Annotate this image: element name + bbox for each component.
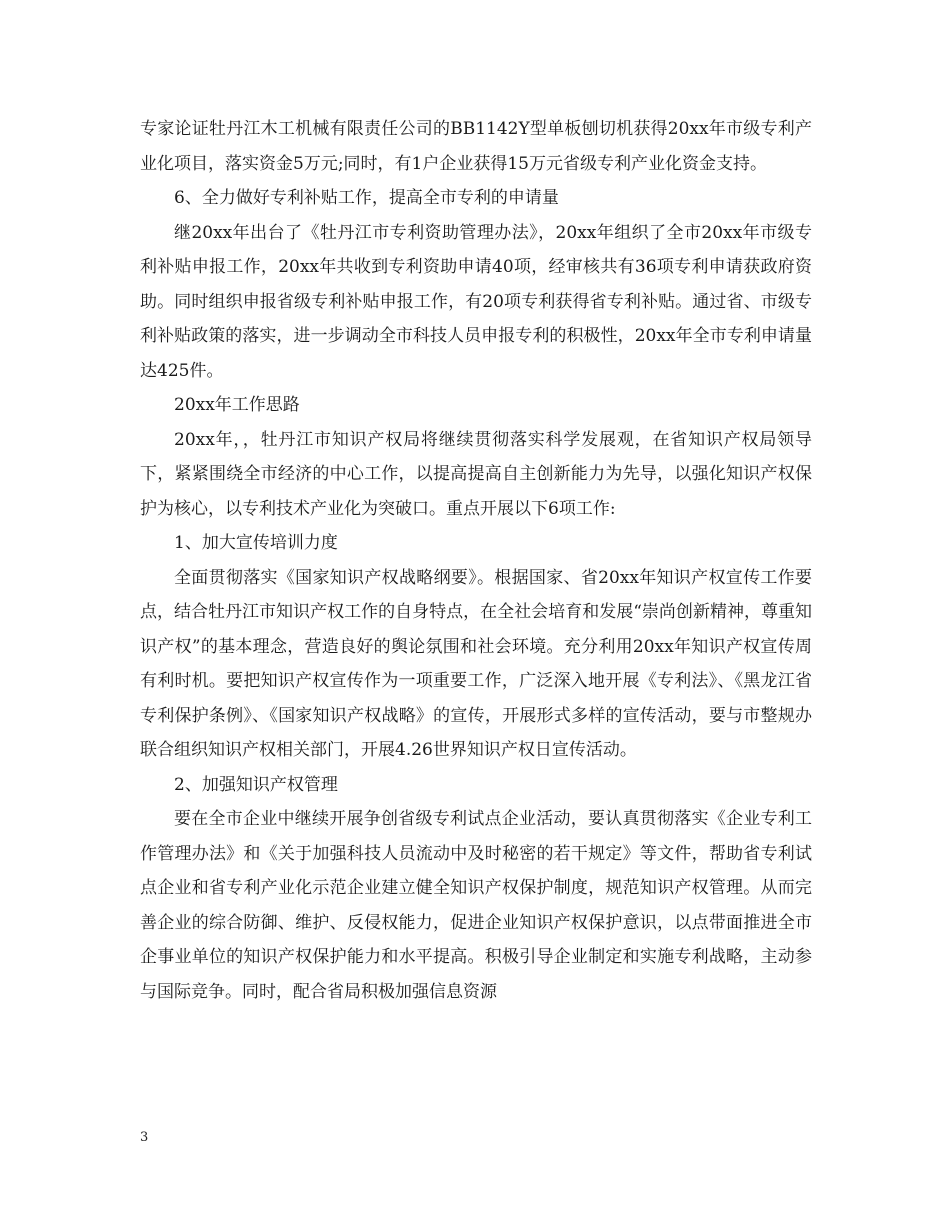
paragraph-continuation: 专家论证牡丹江木工机械有限责任公司的BB1142Y型单板刨切机获得20xx年市级专利产业化项目，落实资金5万元;同时，有1户企业获得15万元省级专利产业化资金支持。 [140,119,812,174]
paragraph: 全面贯彻落实《国家知识产权战略纲要》。根据国家、省20xx年知识产权宣传工作要点，结合牡丹江市知识产权工作的自身特点，在全社会培育和发展“崇尚创新精神，尊重知识产权”的基本理念，营造良好的舆论氛围和社会环境。充分利用20xx年知识产权宣传周有利时机。要把知识产权宣传作为一项重要工作，广泛深入地开展《专利法》、《黑龙江省专利保护条例》、《国家知识产权战略》的宣传，开展形式多样的宣传活动，要与市整规办联合组织知识产权相关部门，开展4.26世界知识产权日宣传活动。 [140,567,812,760]
paragraph: 要在全市企业中继续开展争创省级专利试点企业活动，要认真贯彻落实《企业专利工作管理办法》和《关于加强科技人员流动中及时秘密的若干规定》等文件，帮助省专利试点企业和省专利产业化示范企业建立健全知识产权保护制度，规范知识产权管理。从而完善企业的综合防御、维护、反侵权能力，促进企业知识产权保护意识，以点带面推进全市企事业单位的知识产权保护能力和水平提高。积极引导企业制定和实施专利战略，主动参与国际竞争。同时，配合省局积极加强信息资源 [140,809,812,1002]
page-number: 3 [140,1130,149,1145]
section-heading-2: 2、加强知识产权管理 [174,774,338,795]
document-body [140,112,812,1009]
paragraph: 继20xx年出台了《牡丹江市专利资助管理办法》，20xx年组织了全市20xx年市级专利补贴申报工作，20xx年共收到专利资助申请40项，经审核共有36项专利申请获政府资助。同时组织申报省级专利补贴申报工作，有20项专利获得省专利补贴。通过省、市级专利补贴政策的落实，进一步调动全市科技人员申报专利的积极性，20xx年全市专利申请量达425件。 [140,222,812,381]
paragraph: 20xx年，，牡丹江市知识产权局将继续贯彻落实科学发展观，在省知识产权局领导下，紧紧围绕全市经济的中心工作，以提高提高自主创新能力为先导，以强化知识产权保护为核心，以专利技术产业化为突破口。重点开展以下6项工作: [140,429,812,519]
section-heading-1: 1、加大宣传培训力度 [174,533,338,553]
section-heading-6: 6、全力做好专利补贴工作，提高全市专利的申请量 [174,188,559,208]
section-heading-work-plan: 20xx年工作思路 [174,395,300,415]
